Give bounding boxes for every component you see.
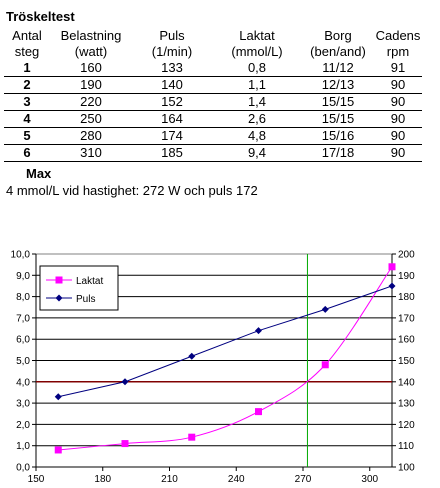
table-row (4, 94, 422, 111)
table-cell: 90 (374, 77, 422, 94)
chart (0, 240, 440, 488)
table-title: Tröskeltest (6, 9, 75, 24)
data-point-laktat (255, 408, 262, 415)
x-tick-label: 210 (161, 474, 178, 485)
table-cell: 90 (374, 145, 422, 162)
table-cell: 5 (4, 128, 50, 145)
table-cell: 4,8 (212, 128, 302, 145)
table-cell: 90 (374, 128, 422, 145)
table-cell: 152 (132, 94, 212, 111)
left-tick-label: 5,0 (16, 356, 30, 367)
table-row (4, 128, 422, 145)
table-cell: 11/12 (302, 60, 374, 77)
table-cell: 17/18 (302, 145, 374, 162)
column-subheader: (mmol/L) (231, 44, 283, 59)
table-cell: 12/13 (302, 77, 374, 94)
table-cell: 91 (374, 60, 422, 77)
threshold-table (4, 28, 422, 162)
right-tick-label: 180 (398, 292, 415, 304)
table-cell: 4 (4, 111, 50, 128)
column-header: Antal (12, 28, 42, 43)
legend-label: Puls (76, 294, 96, 305)
x-tick-label: 300 (361, 474, 379, 485)
column-subheader: rpm (386, 44, 410, 59)
right-tick-label: 100 (398, 462, 415, 474)
table-cell: 1,1 (212, 77, 302, 94)
right-tick-label: 130 (398, 398, 415, 410)
column-subheader: steg (14, 44, 40, 59)
table-cell: 15/15 (302, 94, 374, 111)
table-cell: 1 (4, 60, 50, 77)
table-cell: 0,8 (212, 60, 302, 77)
legend-label: Laktat (76, 276, 104, 287)
left-tick-label: 3,0 (16, 398, 30, 410)
table-body (4, 60, 422, 162)
table-header-row-2 (4, 44, 422, 60)
table-cell: 185 (132, 145, 212, 162)
table-header-row-1 (4, 28, 422, 44)
table-row (4, 145, 422, 162)
column-header: Belastning (60, 28, 122, 43)
table-cell: 2,6 (212, 111, 302, 128)
data-point-laktat (188, 434, 195, 441)
right-tick-label: 140 (398, 377, 415, 389)
data-point-laktat (122, 440, 129, 447)
column-header: Cadens (375, 28, 421, 43)
left-tick-label: 8,0 (16, 292, 30, 304)
table-cell: 90 (374, 111, 422, 128)
column-header: Borg (324, 28, 352, 43)
right-tick-label: 170 (398, 313, 415, 325)
table-cell: 280 (50, 128, 132, 145)
table-cell: 174 (132, 128, 212, 145)
legend-marker (56, 277, 63, 284)
table-cell: 190 (50, 77, 132, 94)
table-cell: 15/15 (302, 111, 374, 128)
x-tick-label: 270 (294, 474, 312, 485)
table-cell: 140 (132, 77, 212, 94)
table-row (4, 60, 422, 77)
table-cell: 220 (50, 94, 132, 111)
legend (40, 266, 118, 310)
table-cell: 133 (132, 60, 212, 77)
left-tick-label: 2,0 (16, 419, 30, 431)
table-row (4, 77, 422, 94)
table-cell: 9,4 (212, 145, 302, 162)
table-cell: 15/16 (302, 128, 374, 145)
left-tick-label: 0,0 (16, 462, 30, 474)
column-header: Puls (159, 28, 185, 43)
table-cell: 2 (4, 77, 50, 94)
left-tick-label: 6,0 (16, 334, 30, 346)
table-row (4, 111, 422, 128)
data-point-laktat (389, 263, 396, 270)
x-tick-label: 240 (227, 474, 245, 485)
right-tick-label: 120 (398, 419, 415, 431)
x-tick-label: 180 (94, 474, 112, 485)
table-cell: 164 (132, 111, 212, 128)
right-tick-label: 160 (398, 334, 415, 346)
left-tick-label: 4,0 (16, 377, 30, 389)
table-cell: 1,4 (212, 94, 302, 111)
table-cell: 90 (374, 94, 422, 111)
threshold-note: 4 mmol/L vid hastighet: 272 W och puls 172 (6, 183, 258, 198)
data-point-laktat (55, 446, 62, 453)
data-point-laktat (322, 361, 329, 368)
table-cell: 6 (4, 145, 50, 162)
right-tick-label: 110 (398, 441, 414, 453)
left-tick-label: 7,0 (16, 313, 30, 325)
table-cell: 3 (4, 94, 50, 111)
column-subheader: (ben/and) (310, 44, 366, 59)
column-header: Laktat (239, 28, 275, 43)
right-tick-label: 150 (398, 356, 415, 367)
table-cell: 250 (50, 111, 132, 128)
left-tick-label: 9,0 (16, 270, 30, 282)
right-tick-label: 190 (398, 270, 415, 282)
table-cell: 160 (50, 60, 132, 77)
max-row-label: Max (26, 166, 52, 181)
table-cell: 310 (50, 145, 132, 162)
column-subheader: (1/min) (151, 44, 193, 59)
right-tick-label: 200 (398, 249, 415, 261)
left-tick-label: 1,0 (16, 441, 30, 453)
x-tick-label: 150 (27, 474, 45, 485)
left-tick-label: 10,0 (10, 249, 30, 261)
column-subheader: (watt) (74, 44, 108, 59)
